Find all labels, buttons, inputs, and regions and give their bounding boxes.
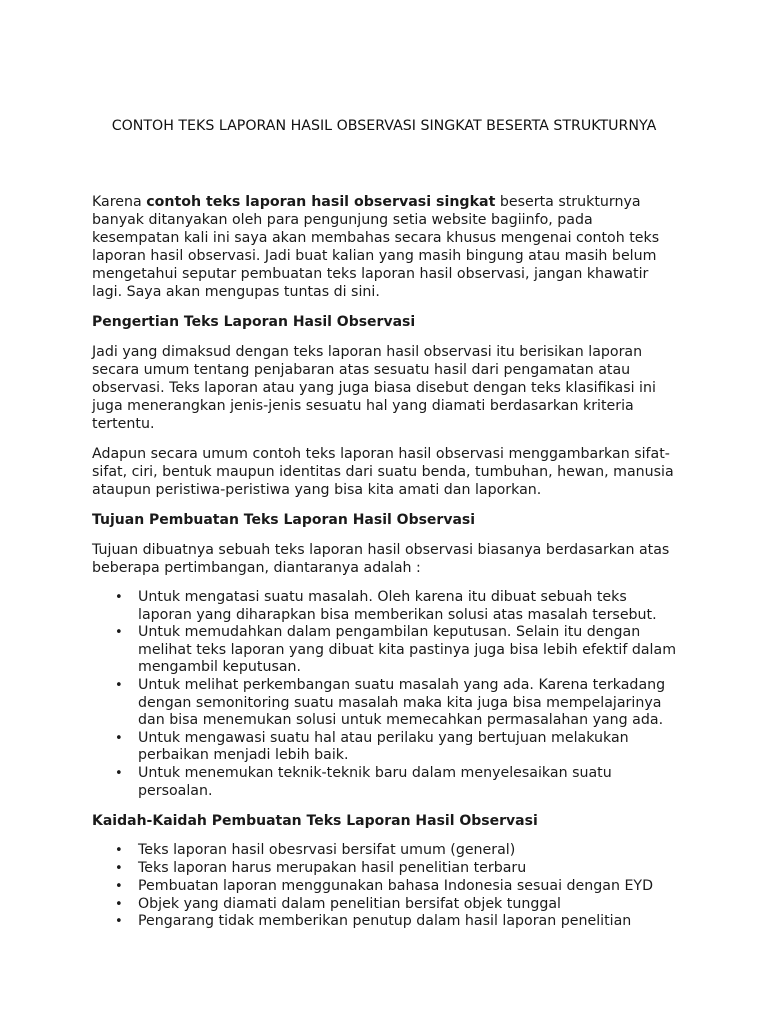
list-item	[92, 860, 682, 878]
list-item-text: Pembuatan laporan menggunakan bahasa Indonesia sesuai dengan EYD	[138, 877, 654, 894]
list-item	[92, 624, 682, 677]
section-heading-tujuan: Tujuan Pembuatan Teks Laporan Hasil Observasi	[92, 512, 476, 528]
paragraph: Tujuan dibuatnya sebuah teks laporan hasil observasi biasanya berdasarkan atas beberapa pertimbangan, diantaranya adalah :	[92, 542, 670, 576]
intro-paragraph	[92, 193, 682, 301]
list-item	[92, 589, 682, 624]
section-heading-pengertian: Pengertian Teks Laporan Hasil Observasi	[92, 314, 416, 330]
list-item	[92, 730, 682, 765]
document-body	[92, 193, 682, 943]
bullet-icon: •	[115, 765, 123, 781]
paragraph: Adapun secara umum contoh teks laporan hasil observasi menggambarkan sifat-sifat, ciri, bentuk maupun identitas dari suatu benda, tumbuhan, hewan, manusia ataupun peristiwa-peristiwa yang bisa kita amati dan laporkan.	[92, 446, 674, 498]
tujuan-list	[92, 589, 682, 800]
bullet-icon: •	[115, 878, 123, 894]
bullet-icon: •	[115, 677, 123, 693]
list-item	[92, 878, 682, 896]
bullet-icon: •	[115, 860, 123, 876]
list-item-text: Teks laporan harus merupakan hasil penelitian terbaru	[138, 859, 527, 876]
bullet-icon: •	[115, 625, 123, 641]
kaidah-list	[92, 842, 682, 931]
bullet-icon: •	[115, 843, 123, 859]
bullet-icon: •	[115, 896, 123, 912]
intro-bold-keyword: contoh teks laporan hasil observasi singkat	[146, 194, 496, 210]
bullet-icon: •	[115, 914, 123, 930]
list-item	[92, 765, 682, 800]
intro-suffix: beserta strukturnya banyak ditanyakan oleh para pengunjung setia website bagiinfo, pada kesempatan kali ini saya akan membahas secara khusus mengenai contoh teks laporan hasil observasi. Jadi buat kalian yang masih bingung atau masih belum mengetahui seputar pembuatan teks laporan hasil observasi, jangan khawatir lagi. Saya akan mengupas tuntas di sini.	[92, 194, 660, 300]
list-item-text: Untuk memudahkan dalam pengambilan keputusan. Selain itu dengan melihat teks laporan yang dibuat kita pastinya juga bisa lebih efektif dalam mengambil keputusan.	[138, 624, 677, 676]
bullet-icon: •	[115, 590, 123, 605]
bullet-icon: •	[115, 730, 123, 746]
list-item	[92, 913, 682, 931]
list-item	[92, 677, 682, 730]
list-item-text: Pengarang tidak memberikan penutup dalam hasil laporan penelitian	[138, 913, 632, 930]
list-item-text: Untuk melihat perkembangan suatu masalah yang ada. Karena terkadang dengan semonitoring suatu masalah maka kita juga bisa mempelajarinya dan bisa menemukan solusi untuk memecahkan permasalahan yang ada.	[138, 676, 666, 729]
paragraph: Jadi yang dimaksud dengan teks laporan hasil observasi itu berisikan laporan secara umum tentang penjabaran atas sesuatu hasil dari pengamatan atau observasi. Teks laporan atau yang juga biasa disebut dengan teks klasifikasi ini juga menerangkan jenis-jenis sesuatu hal yang diamati berdasarkan kriteria tertentu.	[92, 344, 656, 432]
list-item-text: Untuk menemukan teknik-teknik baru dalam menyelesaikan suatu persoalan.	[138, 764, 612, 799]
section-heading-kaidah: Kaidah-Kaidah Pembuatan Teks Laporan Hasil Observasi	[92, 813, 538, 830]
list-item	[92, 842, 682, 860]
list-item-text: Objek yang diamati dalam penelitian bersifat objek tunggal	[138, 895, 561, 912]
intro-prefix: Karena	[92, 194, 147, 210]
document-title: CONTOH TEKS LAPORAN HASIL OBSERVASI SINGKAT BESERTA STRUKTURNYA	[111, 118, 657, 134]
list-item	[92, 896, 682, 914]
list-item-text: Untuk mengawasi suatu hal atau perilaku yang bertujuan melakukan perbaikan menjadi lebih baik.	[138, 729, 629, 764]
list-item-text: Untuk mengatasi suatu masalah. Oleh karena itu dibuat sebuah teks laporan yang diharapkan bisa memberikan solusi atas masalah tersebut.	[138, 589, 657, 623]
list-item-text: Teks laporan hasil obesrvasi bersifat umum (general)	[138, 842, 516, 859]
